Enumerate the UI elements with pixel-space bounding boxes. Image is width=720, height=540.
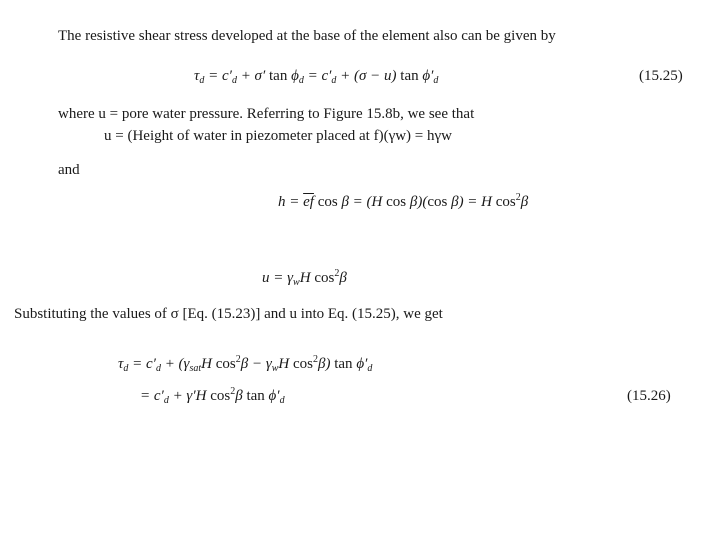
equation-number-15-25: (15.25) — [639, 68, 683, 84]
equation-h: $h = \overline{ef}$ cos β = (H cos β)(cos β) = H $\cos^2\beta$ — [278, 192, 529, 210]
equation-number-15-26: (15.26) — [627, 388, 671, 404]
equation-15-26-line2: = $c'_d + \gamma'H$ $\cos^2\beta$ $\tan \phi'_d$ — [140, 386, 285, 406]
and-word: and — [58, 162, 80, 178]
pore-pressure-definition: u = (Height of water in piezometer placed at f)(γw) = hγw — [104, 128, 452, 144]
equation-u: $u = \gamma_wH$ $\cos^2\beta$ — [262, 268, 347, 288]
substituting-paragraph: Substituting the values of σ [Eq. (15.23)] and u into Eq. (15.25), we get — [14, 306, 443, 322]
equation-15-25: $\tau_d = c'_d + \sigma'$ $\tan \phi_d = c'_d + (\sigma - u)$ $\tan \phi'_d$ — [194, 68, 439, 86]
intro-paragraph: The resistive shear stress developed at the base of the element also can be given by — [58, 28, 556, 44]
where-paragraph: where u = pore water pressure. Referring to Figure 15.8b, we see that — [58, 106, 475, 122]
equation-15-26-line1: $\tau_d = c'_d + (\gamma_{sat}H$ $\cos^2\beta - \gamma_wH$ $\cos^2\beta$) $\tan \phi'_d$ — [118, 354, 373, 374]
